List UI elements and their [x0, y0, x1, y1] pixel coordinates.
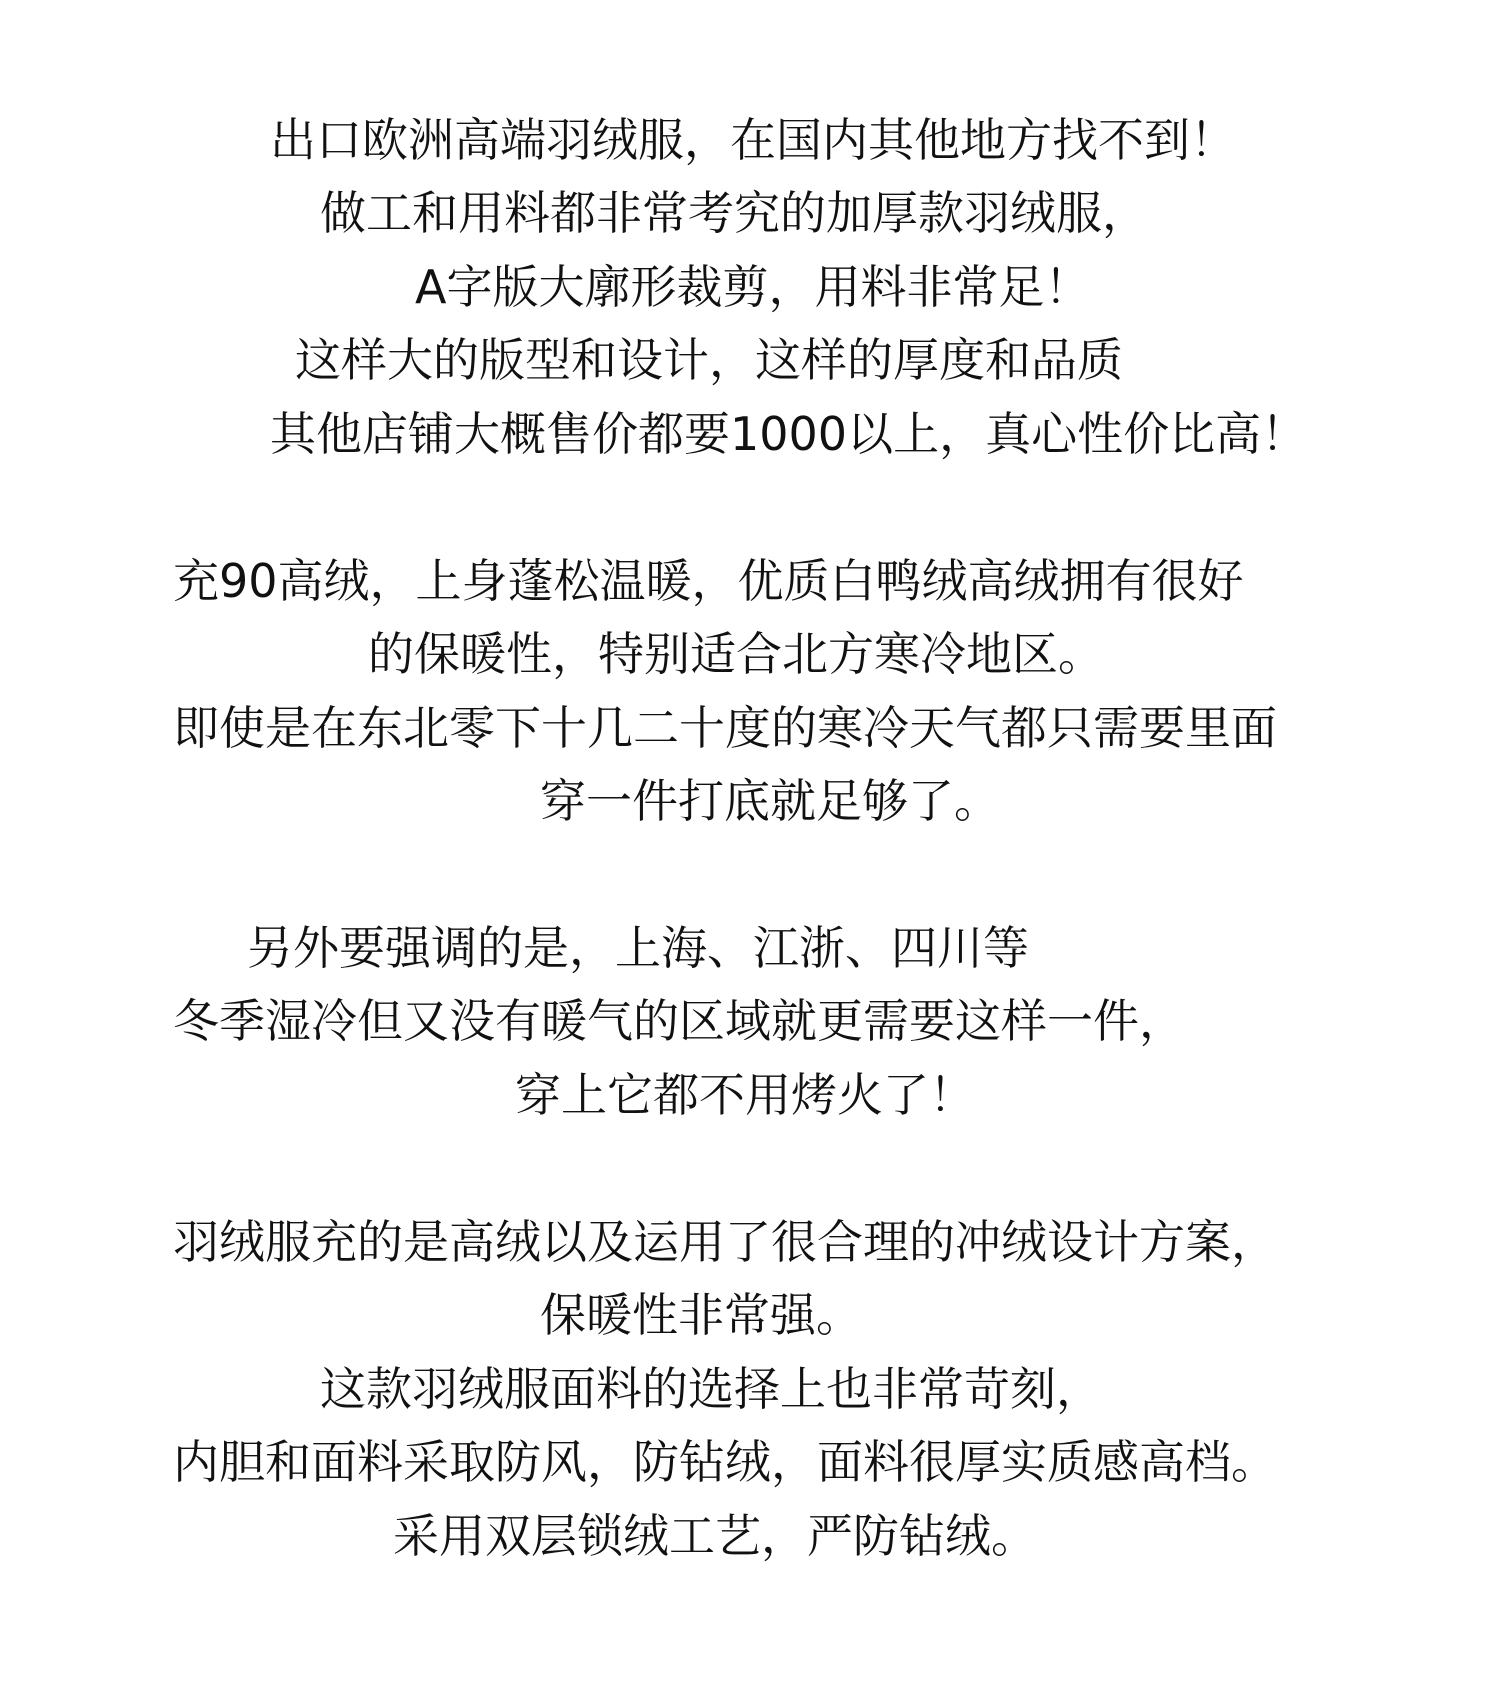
- text-line: 另外要强调的是，上海、江浙、四川等: [247, 921, 1029, 975]
- text-line: 穿上它都不用烤火了！: [515, 1068, 975, 1122]
- text-line: 保暖性非常强。: [540, 1288, 862, 1342]
- text-line: 出口欧洲高端羽绒服，在国内其他地方找不到！: [270, 113, 1236, 167]
- text-line: 采用双层锁绒工艺，严防钻绒。: [393, 1509, 1037, 1563]
- text-line: 做工和用料都非常考究的加厚款羽绒服，: [320, 186, 1148, 240]
- text-line: 穿一件打底就足够了。: [540, 774, 1000, 828]
- text-line: 这样大的版型和设计，这样的厚度和品质: [295, 333, 1123, 387]
- text-line: 冬季湿冷但又没有暖气的区域就更需要这样一件，: [173, 994, 1185, 1048]
- text-line: 羽绒服充的是高绒以及运用了很合理的冲绒设计方案，: [173, 1215, 1277, 1269]
- text-line: 这款羽绒服面料的选择上也非常苛刻，: [320, 1362, 1102, 1416]
- text-line: 充90高绒，上身蓬松温暖，优质白鸭绒高绒拥有很好: [173, 554, 1244, 608]
- text-line: 内胆和面料采取防风，防钻绒，面料很厚实质感高档。: [173, 1435, 1277, 1489]
- text-line: A字版大廓形裁剪，用料非常足！: [415, 260, 1091, 314]
- text-line: 的保暖性，特别适合北方寒冷地区。: [368, 627, 1104, 681]
- text-line: 其他店铺大概售价都要1000以上，真心性价比高！: [270, 407, 1308, 461]
- text-line: 即使是在东北零下十几二十度的寒冷天气都只需要里面: [173, 701, 1277, 755]
